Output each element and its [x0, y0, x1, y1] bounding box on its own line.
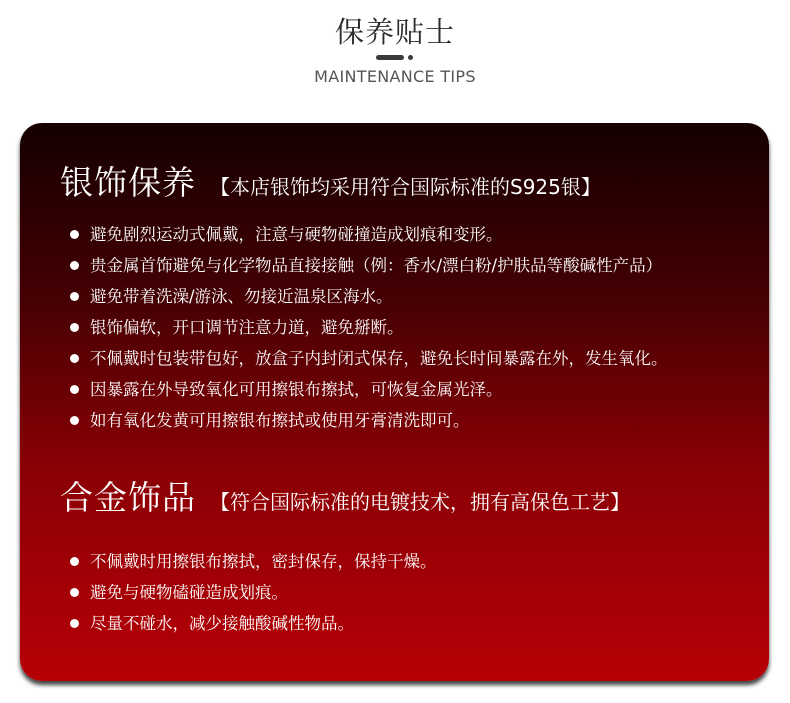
alloy-section-heading: [60, 478, 630, 522]
alloy-tips-list: [70, 546, 437, 639]
list-item: 避免剧烈运动式佩戴，注意与硬物碰撞造成划痕和变形。: [70, 219, 668, 250]
title-divider: [376, 55, 416, 61]
list-item: 避免与硬物磕碰造成划痕。: [70, 577, 437, 608]
divider-dot: [408, 55, 413, 60]
list-item: 不佩戴时包装带包好，放盒子内封闭式保存，避免长时间暴露在外，发生氧化。: [70, 343, 668, 374]
alloy-section-title: 合金饰品: [60, 478, 196, 517]
page-title: 保养贴士: [334, 15, 455, 49]
list-item: 避免带着洗澡/游泳、勿接近温泉区海水。: [70, 281, 668, 312]
alloy-section-note: 【符合国际标准的电镀技术，拥有高保色工艺】: [210, 490, 630, 514]
list-item: 银饰偏软，开口调节注意力道，避免掰断。: [70, 312, 668, 343]
divider-bar: [376, 55, 404, 60]
page-header: [0, 0, 790, 110]
list-item: 因暴露在外导致氧化可用擦银布擦拭，可恢复金属光泽。: [70, 374, 668, 405]
tips-card: [20, 123, 769, 681]
list-item: 如有氧化发黄可用擦银布擦拭或使用牙膏清洗即可。: [70, 405, 668, 436]
page-subtitle: MAINTENANCE TIPS: [314, 67, 476, 86]
list-item: 不佩戴时用擦银布擦拭，密封保存，保持干燥。: [70, 546, 437, 577]
silver-section-heading: [60, 163, 601, 207]
silver-section-note: 【本店银饰均采用符合国际标准的S925银】: [210, 175, 601, 199]
list-item: 贵金属首饰避免与化学物品直接接触（例：香水/漂白粉/护肤品等酸碱性产品）: [70, 250, 668, 281]
list-item: 尽量不碰水，减少接触酸碱性物品。: [70, 608, 437, 639]
silver-tips-list: [70, 219, 668, 436]
silver-section-title: 银饰保养: [60, 163, 196, 202]
